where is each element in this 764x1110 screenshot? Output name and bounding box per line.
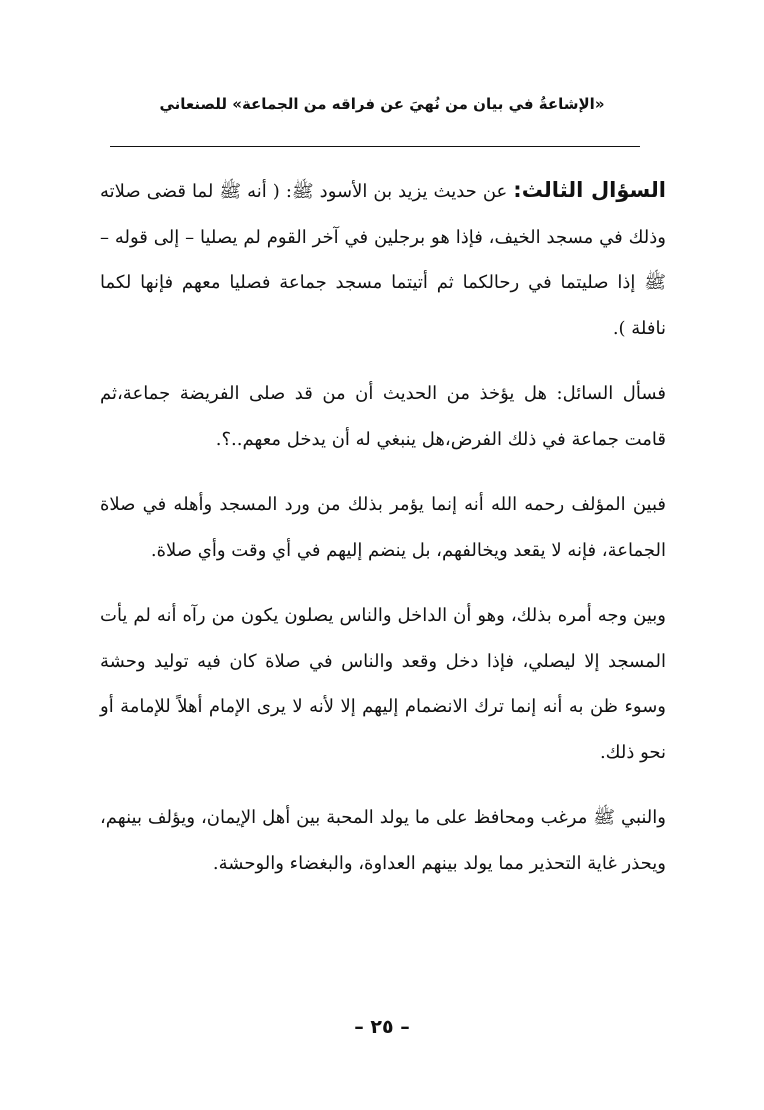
paragraph-prophet: والنبي ﷺ مرغب ومحافظ على ما يولد المحبة بين أهل الإيمان، ويؤلف بينهم، ويحذر غاية التحذير مما يولد بينهم العداوة، والبغضاء والوحشة. — [100, 807, 666, 874]
paragraph-questioner: فسأل السائل: هل يؤخذ من الحديث أن من قد صلى الفريضة جماعة،ثم قامت جماعة في ذلك الفرض،هل ينبغي له أن يدخل معهم..؟. — [100, 383, 666, 450]
paragraph-question-three — [100, 168, 666, 351]
page-number: – ٢٥ – — [354, 1016, 410, 1038]
paragraph-author-explanation: فبين المؤلف رحمه الله أنه إنما يؤمر بذلك من ورد المسجد وأهله في صلاة الجماعة، فإنه لا يقعد ويخالفهم، بل ينضم إليهم في أي وقت وأي صلاة. — [100, 494, 666, 561]
header-divider — [110, 146, 640, 147]
question-heading: السؤال الثالث: — [513, 178, 667, 202]
paragraph-text: عن حديث يزيد بن الأسود ﷺ: ( أنه ﷺ لما قضى صلاته وذلك في مسجد الخيف، فإذا هو برجلين في آخر القوم لم يصليا – إلى قوله – ﷺ إذا صليتما في رحالكما ثم أتيتما مسجد جماعة فصليا معهم فإنها لكما نافلة ). — [100, 181, 666, 339]
running-header: «الإشاعةُ في بيان من نُهيَ عن فراقه من الجماعة» للصنعاني — [159, 95, 605, 113]
body-text — [100, 168, 666, 886]
paragraph-reason: وبين وجه أمره بذلك، وهو أن الداخل والناس يصلون يكون من رآه أنه لم يأت المسجد إلا ليصلي، فإذا دخل وقعد والناس في صلاة كان فيه توليد وحشة وسوء ظن به أنه إنما ترك الانضمام إليهم إلا لأنه لا يرى الإمام أهلاً للإمامة أو نحو ذلك. — [100, 605, 666, 763]
